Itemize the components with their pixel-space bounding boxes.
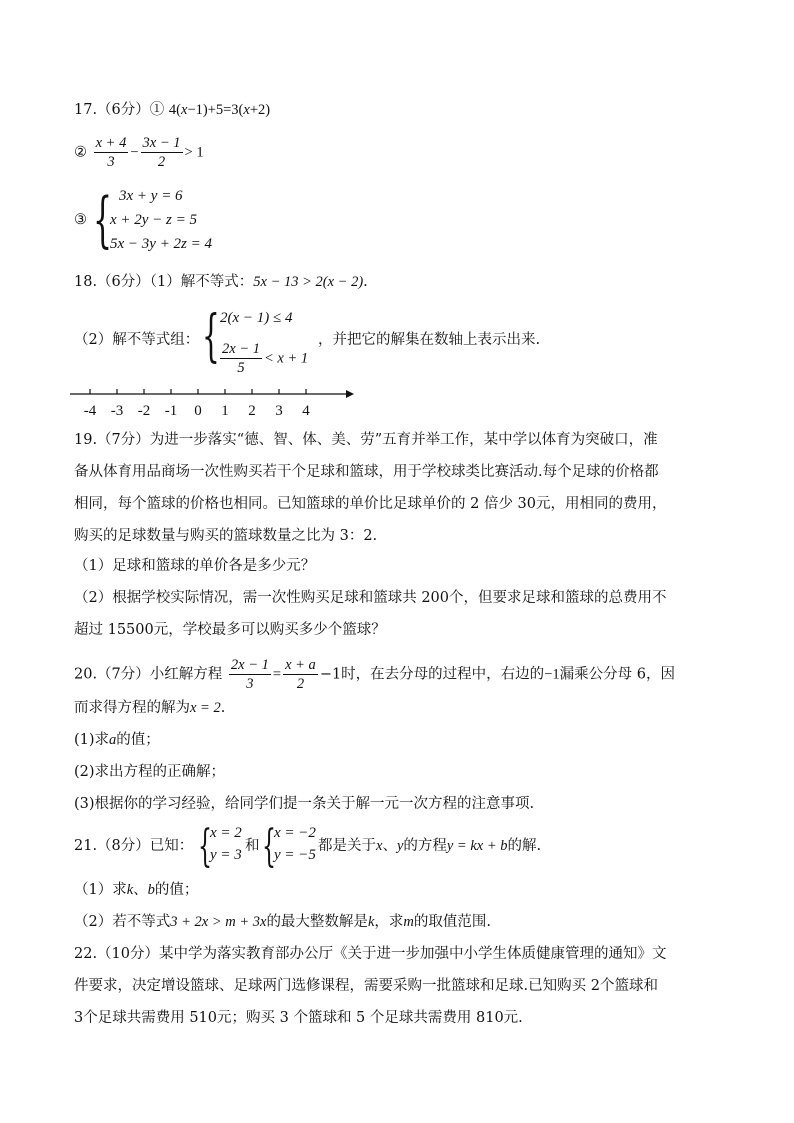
- number-line-tick-label: -2: [137, 403, 151, 419]
- q21-text: 的解.: [507, 838, 542, 854]
- fraction-numerator: 2x − 1: [230, 657, 269, 673]
- system-line: 5x − 3y + 2z = 4: [110, 236, 213, 252]
- left-brace: {: [202, 304, 220, 369]
- q19-line1: 19.（7分）为进一步落实“德、智、体、美、劳”五育并举工作，某中学以体育为突破口，准: [74, 432, 658, 448]
- minus-sign: −: [130, 144, 139, 161]
- number-line-tick-label: -4: [83, 403, 97, 419]
- left-brace: {: [262, 821, 276, 872]
- q22-line3: 3个足球共需费用 510元；购买 3 个篮球和 5 个足球共需费用 810元.: [74, 1010, 523, 1026]
- q21-equation: y = kx + b: [446, 838, 508, 854]
- q22-line2: 件要求，决定增设篮球、足球两门选修课程，需要采购一批篮球和足球.已知购买 2个篮球和: [74, 978, 658, 994]
- q21-system-b: [274, 822, 316, 866]
- q20-sub1: [74, 730, 160, 750]
- q21-sub2-text: 的取值范围.: [413, 914, 491, 930]
- inequality-rhs: < x + 1: [263, 350, 309, 367]
- q18-inequality-system: [220, 306, 293, 330]
- q20-neg-one: −1: [544, 666, 560, 683]
- system-line: 2(x − 1) ≤ 4: [220, 310, 293, 326]
- var-m: m: [403, 914, 414, 930]
- arrow-icon: [346, 390, 354, 398]
- q21-sub1-text: （1）求: [74, 882, 127, 898]
- q17-equation-system: [110, 184, 212, 256]
- number-line-tick-label: 2: [248, 403, 256, 419]
- system-line: 3x + y = 6: [119, 188, 183, 204]
- q21-system-a: [210, 822, 242, 866]
- q20-sub1-text: (1)求: [74, 732, 110, 748]
- q17-mark2: ②: [74, 144, 87, 161]
- q19-sub1: （1）足球和篮球的单价各是多少元？: [74, 558, 316, 574]
- q21-sub1-text: 的值；: [154, 882, 199, 898]
- number-line: [70, 385, 360, 425]
- q21-and: 和: [245, 838, 260, 854]
- q17-eq-part: x: [243, 102, 250, 118]
- q20-var-a: a: [109, 732, 117, 748]
- q21-text: 的方程: [403, 838, 447, 854]
- left-brace: {: [93, 185, 113, 255]
- q21-sub1: [74, 880, 198, 900]
- q22-line1: 22.（10分）某中学为落实教育部办公厅《关于进一步加强中小学生体质健康管理的通知》文: [74, 946, 667, 962]
- q20-sub3: (3)根据你的学习经验，给同学们提一条关于解一元一次方程的注意事项.: [74, 796, 535, 812]
- var-k: k: [367, 914, 375, 930]
- q20-line1: [74, 656, 675, 693]
- q18-inequality: 5x − 13 > 2(x − 2): [253, 274, 364, 290]
- q21-sub2-text: ，求: [374, 914, 404, 930]
- fraction-denominator: 2: [296, 676, 305, 692]
- equals-sign: =: [272, 666, 282, 683]
- system-line: x = 2: [210, 825, 242, 841]
- q17-line2: [74, 134, 204, 171]
- fraction-denominator: 3: [107, 154, 115, 170]
- q20-text: 而求得方程的解为: [74, 700, 190, 716]
- q17-eq-part: x: [181, 102, 188, 118]
- number-line-tick-label: 4: [302, 403, 310, 419]
- var-k: k: [126, 882, 134, 898]
- q19-line4: 购买的足球数量与购买的篮球数量之比为 3：2.: [74, 528, 378, 544]
- number-line-tick-label: 1: [221, 403, 229, 419]
- var-b: b: [147, 882, 155, 898]
- q20-line2: [74, 698, 225, 718]
- number-line-tick-label: -1: [164, 403, 178, 419]
- q17-fraction-2: [141, 134, 183, 171]
- period: .: [363, 274, 368, 290]
- q20-fraction-1: [229, 656, 271, 693]
- q18-part2-suffix: ，并把它的解集在数轴上表示出来.: [318, 332, 541, 348]
- number-line-tick-label: 0: [194, 403, 202, 419]
- system-line: x + 2y − z = 5: [110, 212, 198, 228]
- q18-part1: [74, 272, 368, 292]
- q18-part1-label: 18.（6分）（1）解不等式：: [74, 274, 254, 290]
- q20-solution: x = 2: [190, 700, 221, 716]
- q17-line1: [74, 100, 270, 120]
- q19-line2: 备从体育用品商场一次性购买若干个足球和篮球，用于学校球类比赛活动.每个足球的价格都: [74, 464, 659, 480]
- left-brace: {: [198, 821, 212, 872]
- inequality-rhs: > 1: [184, 144, 204, 161]
- fraction-numerator: x + 4: [95, 135, 127, 151]
- q20-sub2: (2)求出方程的正确解；: [74, 764, 226, 780]
- q21-sub2: [74, 912, 491, 932]
- period: .: [220, 700, 226, 716]
- q17-mark3: ③: [74, 212, 87, 228]
- q19-line3: 相同，每个篮球的价格也相同。已知篮球的单价比足球单价的 2 倍少 30元，用相同的费用，: [74, 496, 667, 512]
- q19-sub2a: （2）根据学校实际情况，需一次性购买足球和篮球共 200个，但要求足球和篮球的总费用不: [74, 590, 667, 606]
- system-line: x = −2: [274, 825, 316, 841]
- q21-text: 都是关于: [318, 838, 376, 854]
- number-line-tick-label: -3: [110, 403, 124, 419]
- q18-part2-label: （2）解不等式组：: [74, 332, 200, 348]
- q20-text: −1时，在去分母的过程中，右边的: [319, 666, 545, 683]
- q21-statement: [318, 836, 541, 856]
- fraction-numerator: 3x − 1: [142, 135, 181, 151]
- q21-label: 21.（8分）已知：: [74, 838, 194, 854]
- q17-header: 17.（6分）①: [74, 102, 165, 118]
- q19-sub2b: 超过 15500元，学校最多可以购买多少个篮球？: [74, 622, 386, 638]
- q20-fraction-2: [283, 656, 318, 693]
- fraction-denominator: 2: [157, 154, 166, 170]
- q17-fraction-1: [94, 134, 129, 171]
- q17-eq-part: +2): [249, 102, 271, 118]
- q21-sub2-text: 的最大整数解是: [266, 914, 368, 930]
- q17-eq-part: −1)+5=3(: [187, 102, 244, 118]
- system-line: y = 3: [210, 847, 242, 863]
- q21-sub2-text: （2）若不等式: [74, 914, 171, 930]
- q20-label: 20.（7分）小红解方程: [74, 666, 223, 683]
- q18-fraction: [220, 340, 262, 377]
- var-x: x: [376, 838, 383, 854]
- fraction-denominator: 3: [246, 676, 254, 692]
- q20-text: 漏乘公分母 6，因: [559, 666, 675, 683]
- q21-inequality: 3 + 2x > m + 3x: [170, 914, 267, 930]
- fraction-numerator: x + a: [285, 657, 316, 673]
- system-line: y = −5: [274, 847, 316, 863]
- q20-sub1-text: 的值；: [116, 732, 160, 748]
- q18-system-line2: [218, 340, 308, 377]
- fraction-numerator: 2x − 1: [222, 341, 260, 357]
- var-y: y: [396, 838, 404, 854]
- fraction-denominator: 5: [237, 360, 245, 376]
- q17-eq-part: 4(: [168, 102, 181, 118]
- number-line-tick-label: 3: [275, 403, 283, 419]
- separator: 、: [133, 882, 148, 898]
- separator: 、: [382, 838, 397, 854]
